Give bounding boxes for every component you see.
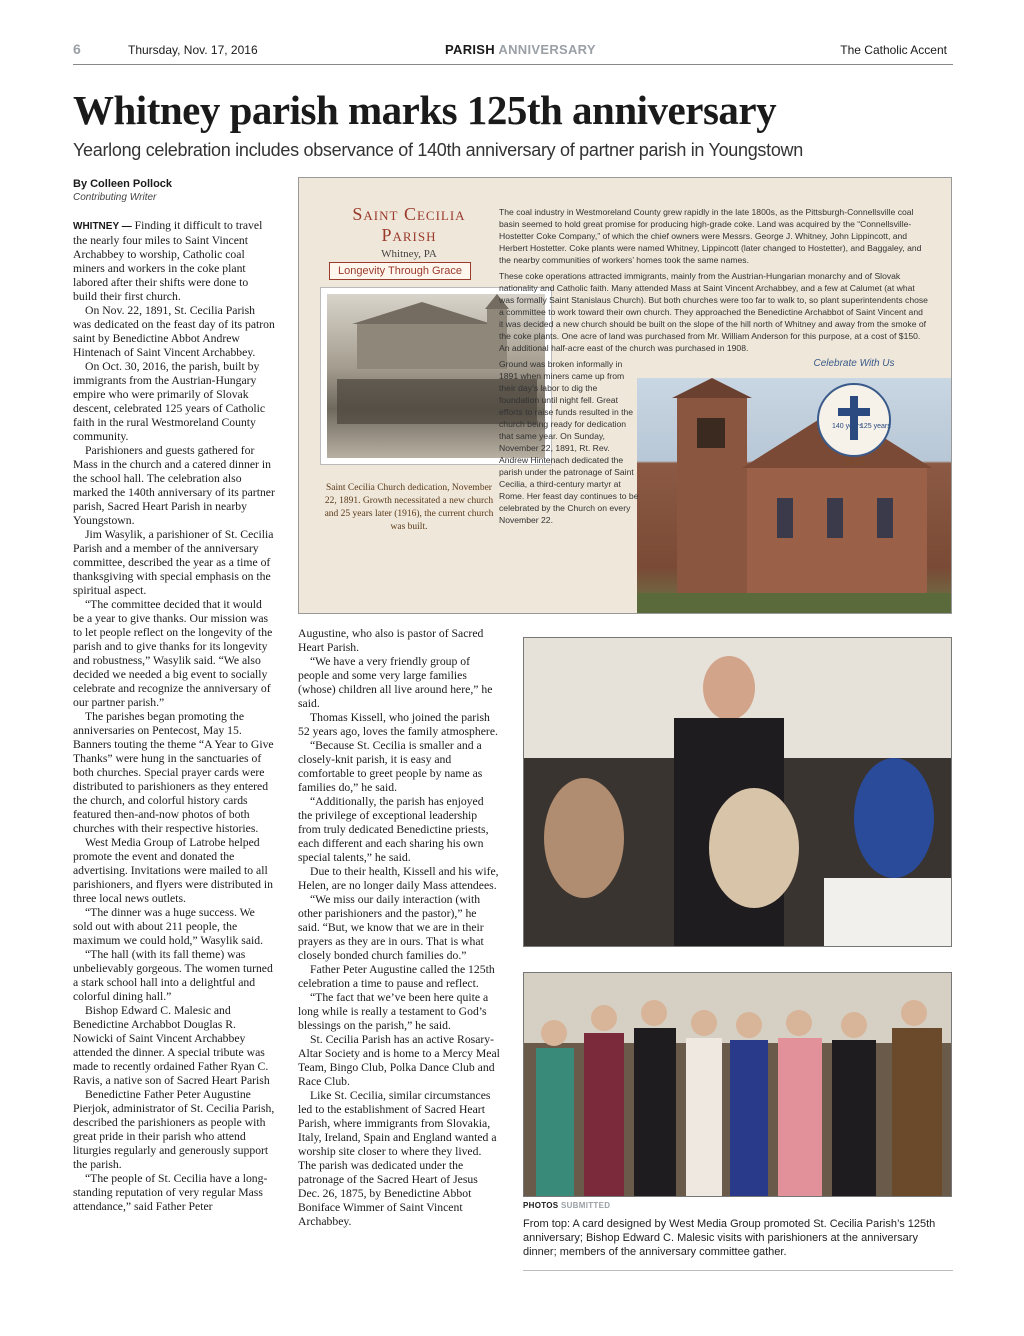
paragraph: Jim Wasylik, a parishioner of St. Cecilia Parish and a member of the anniversary committee, described the year as a time of thanksgiving with special emphasis on the spiritual aspect. [73,528,274,597]
card-title: Saint Cecilia Parish [352,204,466,245]
paragraph: “Because St. Cecilia is smaller and a closely-knit parish, it is easy and comfortable to greet people by name as families do,” he said. [298,739,483,794]
paragraph: “The people of St. Cecilia have a long-standing reputation of very regular Mass attendance,” said Father Peter [73,1172,268,1213]
paragraph: St. Cecilia Parish has an active Rosary-Altar Society and is home to a Mercy Meal Team, Bingo Club, Polka Dance Club and Race Club. [298,1033,500,1088]
photo-caption: From top: A card designed by West Media Group promoted St. Cecilia Parish’s 125th anniversary; Bishop Edward C. Malesic visits with parishioners at the anniversary dinner; members of the anniversary committee gather. [523,1218,936,1258]
committee-group-illustration [524,973,951,1196]
issue-date: Thursday, Nov. 17, 2016 [128,43,258,57]
card-paragraph: These coke operations attracted immigrants, mainly from the Austrian-Hungarian monarchy and of Slovak nationality and Catholic faith. Many attended Mass at Saint Vincent Archabbey, and a few at Calumet (at what was formally Saint Stanislaus Church). But both churches were too far to walk to, so plant superintendents chose a committee to work toward their own church. They approached the Benedictine Archabbot of Saint Vincent and it was decided a new church should be built on the slope of the hill north of Whitney and away from the smoke of the coke plants. One acre of land was purchased from Mr. William Anderson for this purpose, at a cost of $150. An additional half-acre east of the church was purchased in 1908. [499,271,928,353]
card-paragraph: Ground was broken informally in 1891 when miners came up from their day’s labor to dig the foundation until night fell. Great efforts to raise funds resulted in the church being ready for dedication that same year. On Sunday, November 22, 1891, Rt. Rev. Andrew Hintenach dedicated the parish under the patronage of Saint Cecilia, a third-century martyr at Rome. Her feast day continues to be celebrated by the Church on every November 22. [499,359,639,525]
paragraph: WHITNEY — Finding it difficult to travel the nearly four miles to Saint Vincent Archabbey to worship, Catholic coal miners and workers in the coke plant labored after their shifts were done to build their first church. [73,219,263,303]
seal-right-label: 125 years [860,423,891,430]
paragraph: Like St. Cecilia, similar circumstances led to the establishment of Sacred Heart Parish, where immigrants from Slovakia, Italy, Ireland, Spain and England wanted a worship site closer to where they lived. The parish was dedicated under the patronage of the Sacred Heart of Jesus Dec. 26, 1875, by Benedictine Abbot Boniface Wimmer of Saint Vincent Archabbey. [298,1089,497,1228]
paragraph: Augustine, who also is pastor of Sacred Heart Parish. [298,627,484,654]
seal-year: 2016 [843,456,865,468]
seal-left-label: 140 years [832,423,863,430]
history-card [298,177,952,614]
paragraph: “We miss our daily interaction (with other parishioners and the pastor),” he said. “But, we know that we are in their prayers as they are in ours. That is what closely bonded church families do.” [298,893,484,962]
paragraph: “The committee decided that it would be a year to give thanks. Our mission was to let people reflect on the longevity of the parish and to give thanks for its longevity and robustness,” Wasylik said. “We also decided we needed a big event to socially celebrate and recognize the anniversary of our partner parish.” [73,598,273,709]
article-column-2 [298,627,500,1229]
paragraph: Bishop Edward C. Malesic and Benedictine Archabbot Douglas R. Nowicki of Saint Vincent Archabbey attended the dinner. A special tribute was made to recently ordained Father Ryan C. Ravis, a native son of Sacred Heart Parish [73,1004,270,1087]
paragraph: On Nov. 22, 1891, St. Cecilia Parish was dedicated on the feast day of its patron saint by Benedictine Abbot Andrew Hintenach of Saint Vincent Archabbey. [73,304,275,359]
paragraph: Due to their health, Kissell and his wife, Helen, are no longer daily Mass attendees. [298,865,499,892]
headline: Whitney parish marks 125th anniversary [73,87,777,133]
paragraph: “The fact that we’ve been here quite a long while is really a testament to God’s blessings on the parish,” he said. [298,991,489,1032]
section-light: ANNIVERSARY [498,42,596,57]
paragraph: “The hall (with its fall theme) was unbelievably gorgeous. The women turned a stark school hall into a delightful and colorful dining hall.” [73,948,273,1003]
paragraph: “Additionally, the parish has enjoyed the privilege of exceptional leadership from truly dedicated Benedictine priests, each different and each sharing his own special talents,” he said. [298,795,489,864]
section-label [445,43,596,57]
dateline: WHITNEY — [73,221,132,232]
paragraph: “The dinner was a huge success. We sold out with about 211 people, the maximum we could hold,” Wasylik said. [73,906,264,947]
byline: By Colleen Pollock [73,178,173,190]
paragraph: Benedictine Father Peter Augustine Pierjok, administrator of St. Cecilia Parish, described the parishioners as people with great pride in their parish who attend liturgies regularly and generously support the parish. [73,1088,275,1171]
caption-rule [523,1270,953,1271]
anniversary-seal [804,370,904,470]
publication-name: The Catholic Accent [840,43,947,57]
dinner-photo [523,637,952,947]
paragraph: Parishioners and guests gathered for Mass in the church and a catered dinner in the school hall. The celebration also marked the 140th anniversary of its partner parish, Sacred Heart Parish in nearby Youngstown. [73,444,275,527]
card-photo-caption: Saint Cecilia Church dedication, November 22, 1891. Growth necessitated a new church and 25 years later (1916), the current church was built. [324,483,494,532]
paragraph: Thomas Kissell, who joined the parish 52 years ago, loves the family atmosphere. [298,711,498,738]
committee-photo [523,972,952,1197]
subhead: Yearlong celebration includes observance of 140th anniversary of partner parish in Youngstown [73,140,803,160]
section-bold: PARISH [445,42,495,57]
paragraph: “We have a very friendly group of people and some very large families (whose) children all live around here,” he said. [298,655,493,710]
card-banner: Longevity Through Grace [329,262,471,280]
byline-role: Contributing Writer [73,192,157,203]
paragraph: Father Peter Augustine called the 125th celebration a time to pause and reflect. [298,963,495,990]
paragraph: The parishes began promoting the anniversaries on Pentecost, May 15. Banners touting the theme “A Year to Give Thanks” were hung in the sanctuaries of both churches. Special prayer cards were distributed to parishioners as they entered the church, and colorful history cards featured then-and-now photos of both churches with their respective histories. [73,710,274,835]
article-column-1 [73,219,275,1214]
paragraph: On Oct. 30, 2016, the parish, built by immigrants from the Austrian-Hungary empire who were primarily of Slovak descent, celebrated 125 years of Catholic faith in the rural Westmoreland County community. [73,360,266,443]
page-number: 6 [73,41,81,57]
seal-text: Celebrate With Us [813,358,895,369]
paragraph: West Media Group of Latrobe helped promote the event and donated the advertising. Invitations were mailed to all parishioners, and flyers were distributed in three local news outlets. [73,836,273,905]
dinner-scene-illustration [524,638,951,946]
header-rule [73,64,953,65]
card-town: Whitney, PA [381,248,437,260]
card-paragraph: The coal industry in Westmoreland County grew rapidly in the late 1800s, as the Pittsburgh-Connellsville coal basin seemed to hold great promise for producing high-grade coke. Land was acquired by the “Connellsville-Hostetter Coke Company,” of which the chief owners were Messrs. George J. Whitney, John Lippincott, and Herbert Hostetter. Coke plants were named Whitney, Lippincott (later changed to Hostetter), and Baggaley, and the nearby communities of workers’ homes took the same names. [499,207,922,265]
photo-credit: PHOTOS SUBMITTED [523,1201,611,1210]
